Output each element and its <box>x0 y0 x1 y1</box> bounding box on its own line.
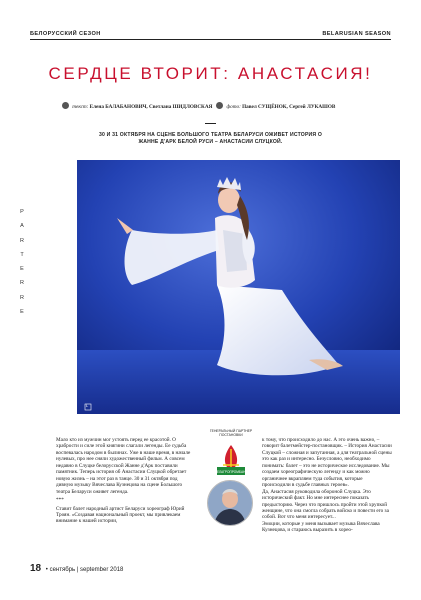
author-portrait <box>207 480 253 526</box>
paragraph: Ставит балет народный артист Беларуси хореограф Юрий Троян. «Создавая национальный проект, мы привлекаем внимание к нашей истории, <box>56 505 185 525</box>
lead-paragraph: 30 И 31 ОКТЯБРЯ НА СЦЕНЕ БОЛЬШОГО ТЕАТРА БЕЛАРУСИ ОЖИВЕТ ИСТОРИЯ О ЖАННЕ Д'АРК БЕЛОЙ РУСИ – АНАСТАСИИ СЛУЦКОЙ. <box>98 132 323 146</box>
section-label-en: BELARUSIAN SEASON <box>322 31 391 37</box>
credits: текст: Елена БАЛАБАНОВИЧ, Светлана ШИДЛОВСКАЯ фото: Павел СУЩЁНОК, Сергей ЛУКАШОВ <box>62 102 382 110</box>
page-footer <box>30 563 123 574</box>
paragraph: к тому, что происходило до нас. А это очень важно, – говорит балетмейстер-постановщик. – История Анастасии Слуцкой – сложная и запутанная, а для театральной сцены это как раз и интересно. Безусловно, необходимо понимать: балет – это не историческое исследование. Мы создаем хореографическую легенду и как можно органичнее вкрапляем туда события, которые происходили в судьбе главных героев». <box>262 437 392 489</box>
issue-date: • сентябрь | september 2018 <box>45 567 124 573</box>
partner-label: ГЕНЕРАЛЬНЫЙ ПАРТНЕР ПОСТАНОВКИ <box>209 429 253 438</box>
separator: *** <box>56 497 64 504</box>
section-label-ru: БЕЛОРУССКИЙ СЕЗОН <box>30 31 101 37</box>
header-rule <box>30 39 391 40</box>
camera-icon <box>216 102 223 109</box>
article-column-left <box>56 437 194 525</box>
paragraph: Да, Анастасия руководила обороной Слуцка. Это исторический факт. Но мне интереснее показать предысторию. Через что пришлось пройти этой хрупкой женщине, что она смогла собрать войско и повести его за собой. Вот что меня интересует... <box>262 488 389 521</box>
bank-logo <box>213 443 249 483</box>
ballerina-photo <box>77 160 400 414</box>
side-label: P A R T E R R E <box>20 209 24 316</box>
partner-block <box>203 429 259 483</box>
paragraph: Мало кто из мужчин мог устоять перед ее красотой. О храбрости и силе этой княгини слагали легенды. Ее судьба воспевалась народом в былинах. Уже в наше время, в начале нулевых, про нее сняли художественный фильм. А совсем недавно в Слуцке белорусской Жанне д'Арк поставили памятник. Теперь история об Анастасии Слуцкой обретает новую жизнь – на этот раз в танце. 30 и 31 октября под дивную музыку Вячеслава Кузнецова на сцене Большого театра Беларуси оживет легенда. <box>56 437 191 495</box>
svg-text:БЕЛАГРОПРОМБАНК: БЕЛАГРОПРОМБАНК <box>214 470 248 475</box>
page-number: 18 <box>30 563 42 574</box>
photo-authors: Павел СУЩЁНОК, Сергей ЛУКАШОВ <box>242 104 336 110</box>
paragraph: Эмоции, которые у меня вызывает музыка Вячеслава Кузнецова, и стараюсь выразить в хорео- <box>262 520 380 534</box>
article-title: СЕРДЦЕ ВТОРИТ: АНАСТАСИЯ! <box>48 64 373 83</box>
text-author-icon <box>62 102 69 109</box>
divider-dash <box>205 123 216 124</box>
article-column-right <box>262 437 392 534</box>
photo-corner-mark: L <box>86 403 89 408</box>
text-authors: Елена БАЛАБАНОВИЧ, Светлана ШИДЛОВСКАЯ <box>89 104 213 110</box>
